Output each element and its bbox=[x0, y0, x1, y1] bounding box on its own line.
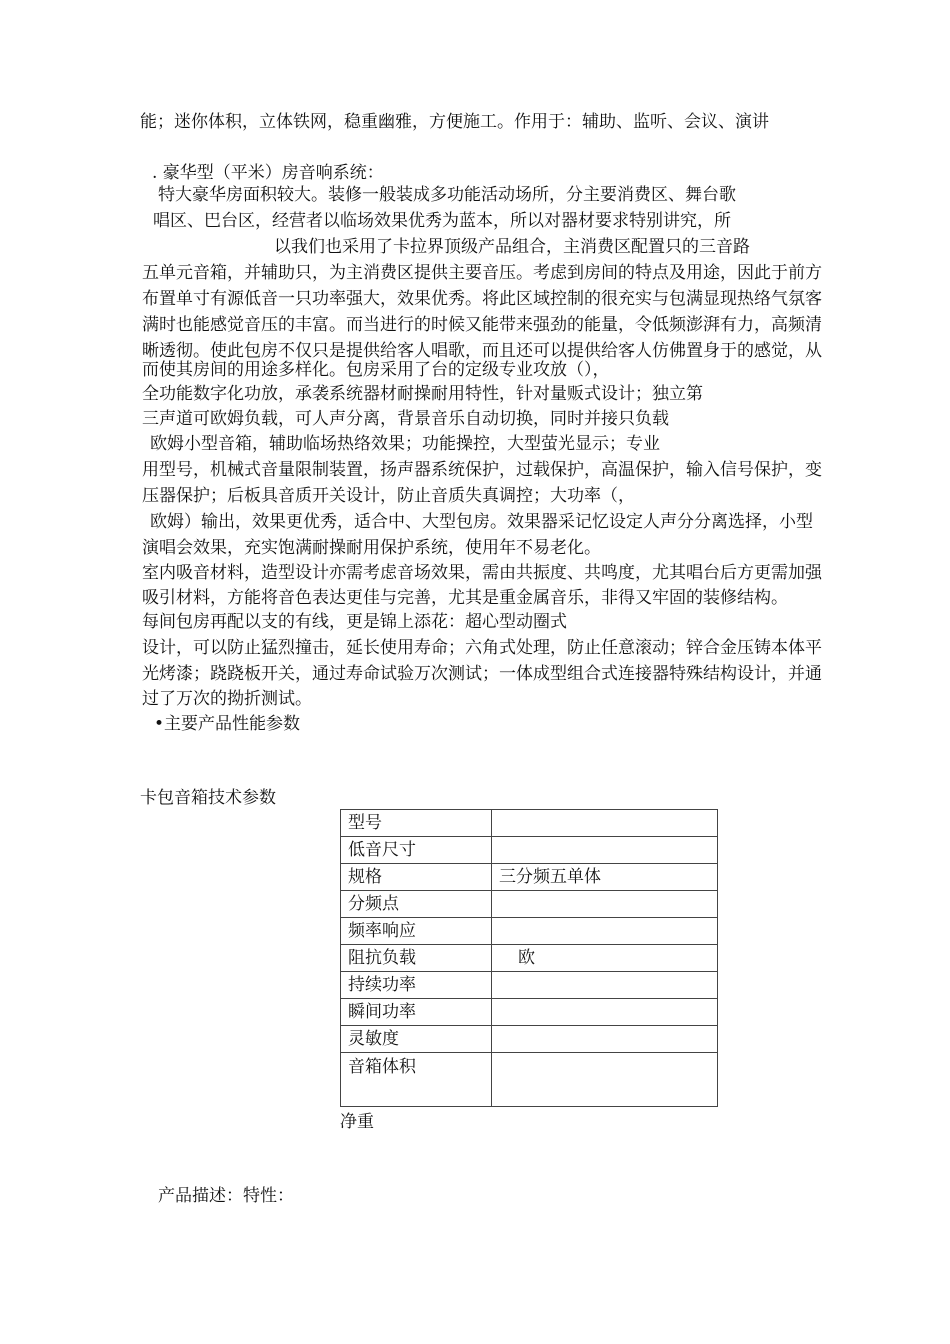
bullet-heading: •主要产品性能参数 bbox=[154, 714, 301, 734]
spec-label: 频率响应 bbox=[341, 918, 492, 945]
table-row bbox=[341, 837, 718, 864]
spec-label: 音箱体积 bbox=[341, 1053, 492, 1107]
spec-table-title: 卡包音箱技术参数 bbox=[140, 788, 276, 808]
paragraph-line: 以我们也采用了卡拉界顶级产品组合，主消费区配置只的三音路 bbox=[274, 237, 750, 257]
product-description-label: 产品描述：特性： bbox=[158, 1186, 294, 1206]
table-row bbox=[341, 972, 718, 999]
spec-label: 分频点 bbox=[341, 891, 492, 918]
spec-value bbox=[492, 837, 718, 864]
table-row bbox=[341, 999, 718, 1026]
section-heading: . 豪华型（平米）房音响系统： bbox=[152, 163, 384, 183]
paragraph-line: 过了万次的拗折测试。 bbox=[142, 689, 312, 709]
spec-label: 低音尺寸 bbox=[341, 837, 492, 864]
table-row bbox=[341, 864, 718, 891]
spec-value bbox=[492, 918, 718, 945]
paragraph-line: 光烤漆；跷跷板开关，通过寿命试验万次测试；一体成型组合式连接器特殊结构设计，并通 bbox=[142, 664, 822, 684]
paragraph-line: 唱区、巴台区，经营者以临场效果优秀为蓝本，所以对器材要求特别讲究，所 bbox=[153, 211, 731, 231]
paragraph-line: 设计，可以防止猛烈撞击，延长使用寿命；六角式处理，防止任意滚动；锌合金压铸本体平 bbox=[142, 638, 822, 658]
paragraph-line: 满时也能感觉音压的丰富。而当进行的时候又能带来强劲的能量，令低频澎湃有力，高频清 bbox=[142, 315, 822, 335]
spec-label: 型号 bbox=[341, 810, 492, 837]
spec-value bbox=[492, 891, 718, 918]
paragraph-line: 布置单寸有源低音一只功率强大，效果优秀。将此区域控制的很充实与包满显现热络气氛客 bbox=[142, 289, 822, 309]
spec-value bbox=[492, 999, 718, 1026]
spec-value bbox=[492, 810, 718, 837]
spec-after-label: 净重 bbox=[340, 1112, 374, 1132]
paragraph-line: 晰透彻。使此包房不仅只是提供给客人唱歌，而且还可以提供给客人仿佛置身于的感觉，从 bbox=[142, 341, 822, 361]
spec-label: 瞬间功率 bbox=[341, 999, 492, 1026]
spec-label: 阻抗负载 bbox=[341, 945, 492, 972]
table-row bbox=[341, 891, 718, 918]
spec-label: 持续功率 bbox=[341, 972, 492, 999]
spec-label: 规格 bbox=[341, 864, 492, 891]
paragraph-line: 三声道可欧姆负载，可人声分离，背景音乐自动切换，同时并接只负载 bbox=[142, 409, 669, 429]
paragraph-line: 压器保护；后板具音质开关设计，防止音质失真调控；大功率（， bbox=[142, 486, 635, 506]
paragraph-line: 吸引材料，方能将音色表达更佳与完善，尤其是重金属音乐，非得又牢固的装修结构。 bbox=[142, 588, 788, 608]
paragraph-line: 演唱会效果，充实饱满耐操耐用保护系统，使用年不易老化。 bbox=[142, 538, 601, 558]
paragraph-line: 欧姆小型音箱，辅助临场热络效果；功能操控，大型萤光显示；专业 bbox=[150, 434, 660, 454]
paragraph-line: 五单元音箱，并辅助只，为主消费区提供主要音压。考虑到房间的特点及用途，因此于前方 bbox=[142, 263, 822, 283]
paragraph-line: 而使其房间的用途多样化。包房采用了台的定级专业攻放（）， bbox=[142, 360, 610, 380]
paragraph-line: 室内吸音材料，造型设计亦需考虑音场效果，需由共振度、共鸣度，尤其唱台后方更需加强 bbox=[142, 563, 822, 583]
spec-value: 欧 bbox=[492, 945, 718, 972]
paragraph-line: 用型号，机械式音量限制装置，扬声器系统保护，过载保护，高温保护，输入信号保护，变 bbox=[142, 460, 822, 480]
table-row bbox=[341, 918, 718, 945]
spec-value bbox=[492, 1026, 718, 1053]
spec-value: 三分频五单体 bbox=[492, 864, 718, 891]
spec-label: 灵敏度 bbox=[341, 1026, 492, 1053]
table-row bbox=[341, 1053, 718, 1107]
spec-table bbox=[340, 809, 718, 1107]
paragraph-line: 特大豪华房面积较大。装修一般装成多功能活动场所，分主要消费区、舞台歌 bbox=[158, 185, 736, 205]
table-row bbox=[341, 945, 718, 972]
table-row bbox=[341, 1026, 718, 1053]
paragraph-line: 欧姆）输出，效果更优秀，适合中、大型包房。效果器采记忆设定人声分分离选择，小型 bbox=[150, 512, 813, 532]
paragraph-line: 全功能数字化功放，承袭系统器材耐操耐用特性，针对量贩式设计；独立第 bbox=[142, 384, 703, 404]
spec-value bbox=[492, 972, 718, 999]
table-row bbox=[341, 810, 718, 837]
paragraph-line: 能；迷你体积，立体铁网，稳重幽雅，方便施工。作用于：辅助、监听、会议、演讲 bbox=[140, 112, 769, 132]
paragraph-line: 每间包房再配以支的有线，更是锦上添花：超心型动圈式 bbox=[142, 612, 567, 632]
spec-value bbox=[492, 1053, 718, 1107]
